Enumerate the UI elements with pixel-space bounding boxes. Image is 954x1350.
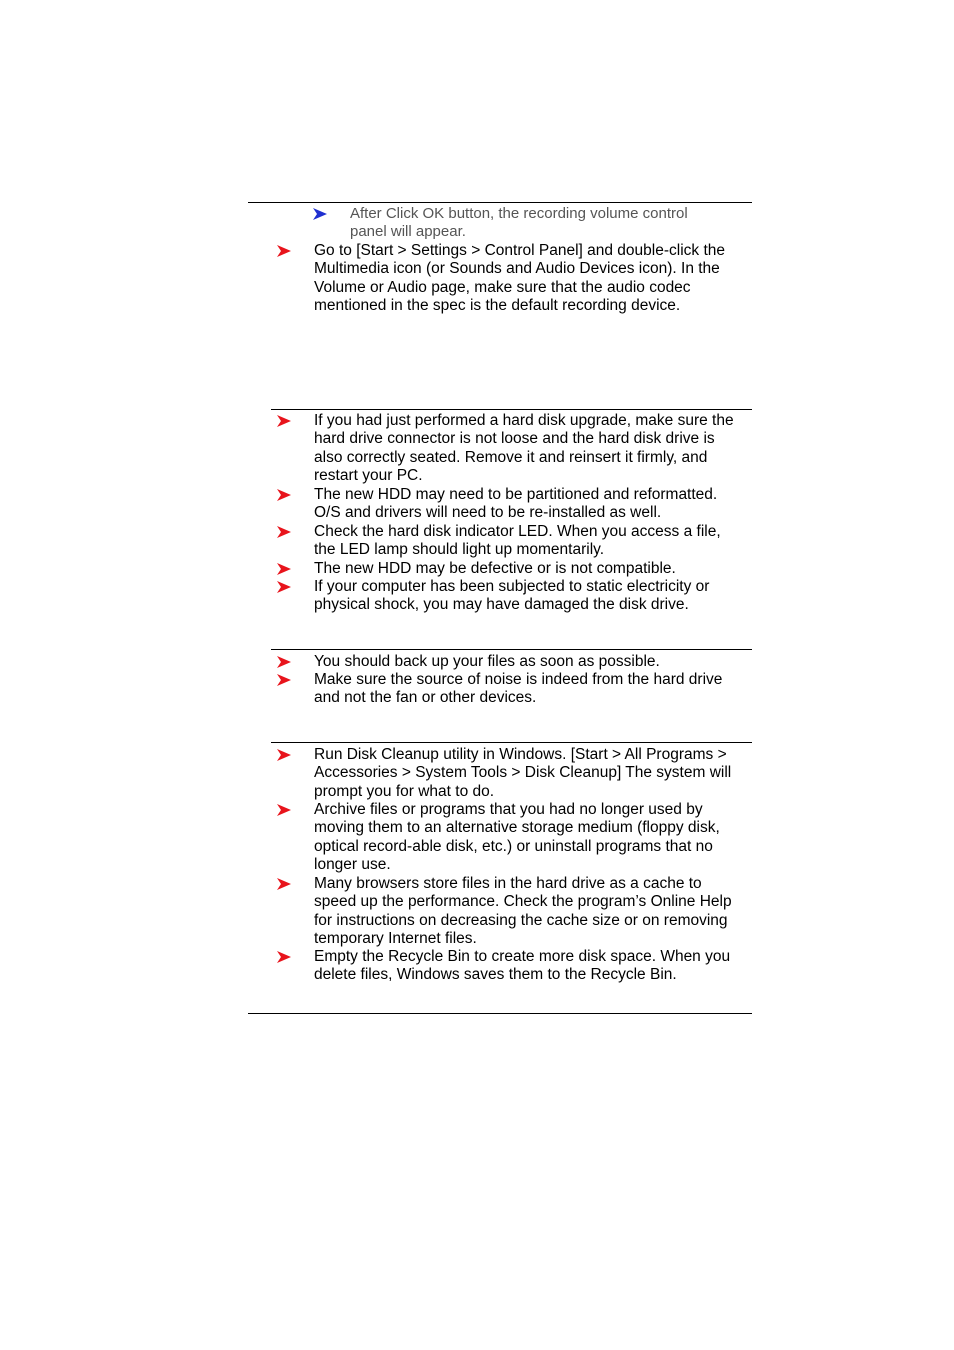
list-item-text: After Click OK button, the recording volume control panel will appear. — [350, 205, 688, 241]
arrowhead-bullet-icon — [277, 804, 291, 816]
arrowhead-bullet-icon — [277, 415, 291, 427]
top-rule — [248, 202, 752, 203]
section-divider-hdd — [271, 409, 752, 410]
list-item-text: Run Disk Cleanup utility in Windows. [Start > All Programs > Accessories > System Tools > Disk Cleanup] The system will prompt you for what to do. — [314, 746, 732, 800]
arrowhead-bullet-icon — [277, 878, 291, 890]
list-item-text: Go to [Start > Settings > Control Panel] and double-click the Multimedia icon (or Sounds and Audio Devices icon). In the Volume or Audio page, make sure that the audio codec mentioned in the spec is the default recording device. — [314, 242, 725, 315]
arrowhead-bullet-icon — [277, 245, 291, 257]
list-item-text: The new HDD may need to be partitioned and reformatted. O/S and drivers will need to be re-installed as well. — [314, 486, 718, 522]
arrowhead-bullet-icon — [277, 563, 291, 575]
arrowhead-bullet-icon — [277, 951, 291, 963]
section-divider-full — [271, 742, 752, 743]
arrowhead-bullet-icon — [313, 208, 327, 220]
list-item-text: Empty the Recycle Bin to create more disk space. When you delete files, Windows saves them to the Recycle Bin. — [314, 948, 731, 984]
list-item-text: You should back up your files as soon as possible. — [314, 653, 660, 670]
list-item-text: If your computer has been subjected to static electricity or physical shock, you may have damaged the disk drive. — [314, 578, 710, 614]
arrowhead-bullet-icon — [277, 749, 291, 761]
list-item-text: Archive files or programs that you had no longer used by moving them to an alternative storage medium (floppy disk, optical record-able disk, etc.) or uninstall programs that no longer use. — [314, 801, 720, 874]
arrowhead-bullet-icon — [277, 656, 291, 668]
list-item-text: If you had just performed a hard disk upgrade, make sure the hard drive connector is not loose and the hard disk drive is also correctly seated. Remove it and reinsert it firmly, and restart your PC. — [314, 412, 734, 485]
list-item-text: The new HDD may be defective or is not compatible. — [314, 560, 676, 577]
list-item-text: Make sure the source of noise is indeed from the hard drive and not the fan or other devices. — [314, 671, 723, 707]
list-item-text: Many browsers store files in the hard drive as a cache to speed up the performance. Check the program’s Online Help for instructions on decreasing the cache size or on removing temporary Internet files. — [314, 875, 732, 948]
list-item-text: Check the hard disk indicator LED. When you access a file, the LED lamp should light up momentarily. — [314, 523, 721, 559]
arrowhead-bullet-icon — [277, 674, 291, 686]
section-divider-noise — [271, 649, 752, 650]
arrowhead-bullet-icon — [277, 581, 291, 593]
arrowhead-bullet-icon — [277, 526, 291, 538]
arrowhead-bullet-icon — [277, 489, 291, 501]
bottom-rule — [248, 1013, 752, 1014]
